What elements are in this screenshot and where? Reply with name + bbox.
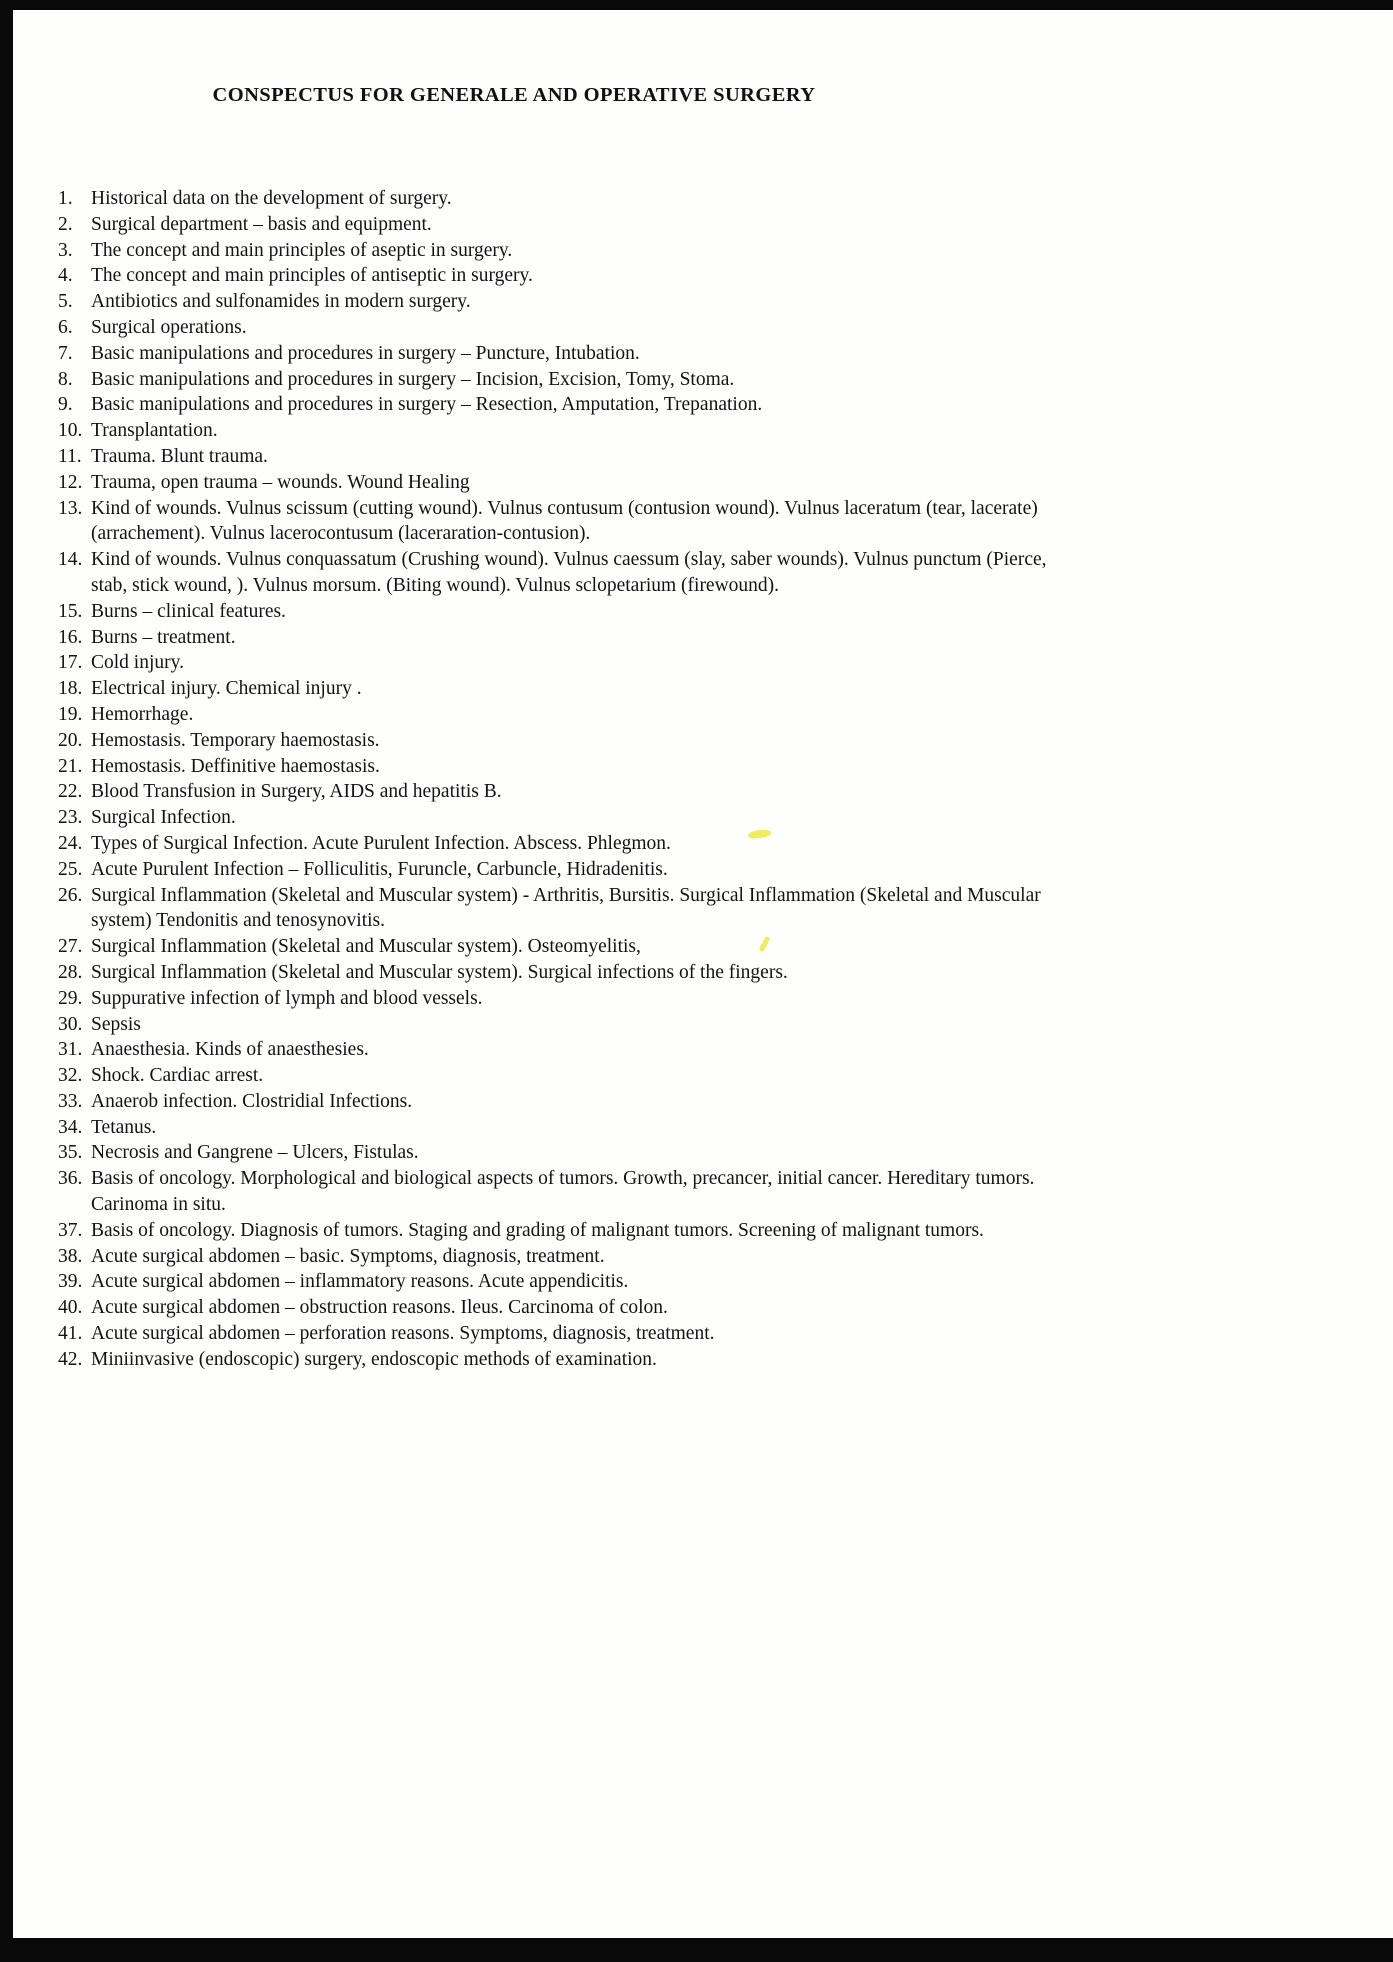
list-item-text: Shock. Cardiac arrest. <box>91 1065 264 1087</box>
list-item-number: 5. <box>58 291 73 313</box>
list-item-text: The concept and main principles of aseptic in surgery. <box>91 239 513 261</box>
list-item <box>58 341 1061 367</box>
list-item-text: Antibiotics and sulfonamides in modern surgery. <box>91 291 471 313</box>
list-item-number: 38. <box>58 1245 83 1267</box>
list-item <box>58 1218 1061 1244</box>
list-item <box>58 728 1061 754</box>
list-item-text: The concept and main principles of antiseptic in surgery. <box>91 265 533 287</box>
list-item <box>58 470 1061 496</box>
list-item-number: 18. <box>58 678 83 700</box>
list-item-number: 14. <box>58 549 83 571</box>
list-item-text: Trauma. Blunt trauma. <box>91 445 268 467</box>
list-item-text: Tetanus. <box>91 1116 157 1138</box>
list-item-text: Acute surgical abdomen – inflammatory reasons. Acute appendicitis. <box>91 1271 629 1293</box>
list-item-number: 16. <box>58 626 83 648</box>
list-item <box>58 418 1061 444</box>
list-item <box>58 1269 1061 1295</box>
list-item-number: 3. <box>58 239 73 261</box>
list-item-text: Basis of oncology. Diagnosis of tumors. Staging and grading of malignant tumors. Screening of malignant tumors. <box>91 1219 984 1241</box>
list-item-text: Acute surgical abdomen – perforation reasons. Symptoms, diagnosis, treatment. <box>91 1323 715 1345</box>
list-item <box>58 1063 1061 1089</box>
list-item-number: 2. <box>58 213 73 235</box>
list-item-number: 10. <box>58 420 83 442</box>
list-item-number: 12. <box>58 471 83 493</box>
list-item-number: 32. <box>58 1065 83 1087</box>
list-item-number: 25. <box>58 858 83 880</box>
list-item <box>58 676 1061 702</box>
list-item-number: 22. <box>58 781 83 803</box>
list-item-text: Surgical Infection. <box>91 807 236 829</box>
list-item <box>58 779 1061 805</box>
list-item <box>58 1140 1061 1166</box>
list-item-number: 34. <box>58 1116 83 1138</box>
list-item-text: Miniinvasive (endoscopic) surgery, endoscopic methods of examination. <box>91 1348 657 1370</box>
list-item-text: Acute Purulent Infection – Folliculitis, Furuncle, Carbuncle, Hidradenitis. <box>91 858 668 880</box>
document-page <box>13 10 1393 1938</box>
list-item <box>58 238 1061 264</box>
list-item <box>58 212 1061 238</box>
list-item-text: Hemorrhage. <box>91 703 194 725</box>
list-item <box>58 960 1061 986</box>
page-title: CONSPECTUS FOR GENERALE AND OPERATIVE SURGERY <box>212 84 816 106</box>
list-item-number: 39. <box>58 1271 83 1293</box>
list-item <box>58 547 1061 599</box>
list-item-number: 4. <box>58 265 73 287</box>
list-item-text: Electrical injury. Chemical injury . <box>91 678 362 700</box>
list-item-text: Historical data on the development of surgery. <box>91 188 452 209</box>
list-item-number: 13. <box>58 497 83 519</box>
list-item-text: Types of Surgical Infection. Acute Purulent Infection. Abscess. Phlegmon. <box>91 832 671 854</box>
list-item-text: Acute surgical abdomen – basic. Symptoms, diagnosis, treatment. <box>91 1245 605 1267</box>
list-item-text: Transplantation. <box>91 420 218 442</box>
list-item-number: 24. <box>58 832 83 854</box>
list-item-text: Surgical Inflammation (Skeletal and Muscular system). Osteomyelitis, <box>91 936 641 958</box>
list-item <box>58 650 1061 676</box>
list-item-number: 23. <box>58 807 83 829</box>
list-item-text: Basis of oncology. Morphological and biological aspects of tumors. Growth, precancer, initial cancer. Hereditary tumors. Carinoma in situ. <box>91 1168 1035 1216</box>
list-item-text: Surgical Inflammation (Skeletal and Muscular system). Surgical infections of the fingers. <box>91 961 788 983</box>
list-item <box>58 1115 1061 1141</box>
list-item <box>58 1012 1061 1038</box>
list-item-text: Basic manipulations and procedures in surgery – Puncture, Intubation. <box>91 342 640 364</box>
list-item-number: 31. <box>58 1039 83 1061</box>
list-item-number: 9. <box>58 394 73 416</box>
list-item-number: 37. <box>58 1219 83 1241</box>
list-item-text: Sepsis <box>91 1013 141 1035</box>
list-item <box>58 289 1061 315</box>
list-item-text: Kind of wounds. Vulnus conquassatum (Crushing wound). Vulnus caessum (slay, saber wounds). Vulnus punctum (Pierce, stab, stick wound, ). Vulnus morsum. (Biting wound). Vulnus sclopetarium (firewound). <box>91 549 1047 596</box>
list-item-number: 36. <box>58 1168 83 1190</box>
list-item-number: 7. <box>58 342 73 364</box>
list-item-text: Necrosis and Gangrene – Ulcers, Fistulas. <box>91 1142 419 1164</box>
list-item-text: Kind of wounds. Vulnus scissum (cutting wound). Vulnus contusum (contusion wound). Vulnus laceratum (tear, lacerate)(arrachement). Vulnus lacerocontusum (laceraration-contusion). <box>91 497 1038 545</box>
list-item-text: Hemostasis. Temporary haemostasis. <box>91 729 380 751</box>
list-item-text: Hemostasis. Deffinitive haemostasis. <box>91 755 380 777</box>
list-item <box>58 392 1061 418</box>
list-item <box>58 754 1061 780</box>
list-item-number: 33. <box>58 1090 83 1112</box>
list-item-text: Cold injury. <box>91 652 184 674</box>
list-item-text: Burns – clinical features. <box>91 600 286 622</box>
list-item <box>58 625 1061 651</box>
list-item-number: 29. <box>58 987 83 1009</box>
list-item-text: Blood Transfusion in Surgery, AIDS and hepatitis B. <box>91 781 502 803</box>
list-item-number: 15. <box>58 600 83 622</box>
list-item <box>58 1244 1061 1270</box>
list-item-number: 35. <box>58 1142 83 1164</box>
list-item-text: Basic manipulations and procedures in surgery – Incision, Excision, Tomy, Stoma. <box>91 368 735 390</box>
list-item <box>58 1347 1061 1373</box>
list-item <box>58 1321 1061 1347</box>
list-item-text: Anaesthesia. Kinds of anaesthesies. <box>91 1039 369 1061</box>
list-item-number: 28. <box>58 961 83 983</box>
list-item-number: 11. <box>58 445 82 467</box>
list-item <box>58 857 1061 883</box>
list-item-number: 6. <box>58 316 73 338</box>
list-item <box>58 883 1061 935</box>
list-item-number: 19. <box>58 703 83 725</box>
list-item <box>58 263 1061 289</box>
list-item-number: 1. <box>58 188 73 209</box>
list-item-number: 26. <box>58 884 83 906</box>
list-item <box>58 1295 1061 1321</box>
list-item-number: 21. <box>58 755 83 777</box>
list-item-text: Trauma, open trauma – wounds. Wound Healing <box>91 471 470 493</box>
list-item <box>58 315 1061 341</box>
list-item-number: 40. <box>58 1297 83 1319</box>
list-item <box>58 186 1061 212</box>
list-item <box>58 831 1061 857</box>
list-item <box>58 805 1061 831</box>
list-item-text: Burns – treatment. <box>91 626 236 648</box>
list-item <box>58 1037 1061 1063</box>
list-item-number: 42. <box>58 1348 83 1370</box>
list-item-text: Surgical department – basis and equipment. <box>91 213 432 235</box>
list-item <box>58 1089 1061 1115</box>
list-item-number: 30. <box>58 1013 83 1035</box>
list-item <box>58 599 1061 625</box>
list-item-number: 17. <box>58 652 83 674</box>
list-item-number: 41. <box>58 1323 83 1345</box>
list-item-number: 8. <box>58 368 73 390</box>
list-item <box>58 1166 1061 1218</box>
list-item-number: 27. <box>58 936 83 958</box>
list-item-text: Basic manipulations and procedures in surgery – Resection, Amputation, Trepanation. <box>91 394 763 416</box>
list-item-text: Acute surgical abdomen – obstruction reasons. Ileus. Carcinoma of colon. <box>91 1297 668 1319</box>
list-item-number: 20. <box>58 729 83 751</box>
list-item-text: Surgical operations. <box>91 316 247 338</box>
list-item <box>58 702 1061 728</box>
list-item-text: Suppurative infection of lymph and blood vessels. <box>91 987 483 1009</box>
topic-list <box>58 186 1061 1373</box>
list-item <box>58 934 1061 960</box>
list-item <box>58 496 1061 548</box>
list-item-text: Surgical Inflammation (Skeletal and Muscular system) - Arthritis, Bursitis. Surgical Inflammation (Skeletal and Muscular system) Tendonitis and tenosynovitis. <box>91 884 1041 932</box>
list-item <box>58 444 1061 470</box>
list-item <box>58 367 1061 393</box>
list-item <box>58 986 1061 1012</box>
list-item-text: Anaerob infection. Clostridial Infections. <box>91 1090 413 1112</box>
document-content <box>13 10 1393 1373</box>
